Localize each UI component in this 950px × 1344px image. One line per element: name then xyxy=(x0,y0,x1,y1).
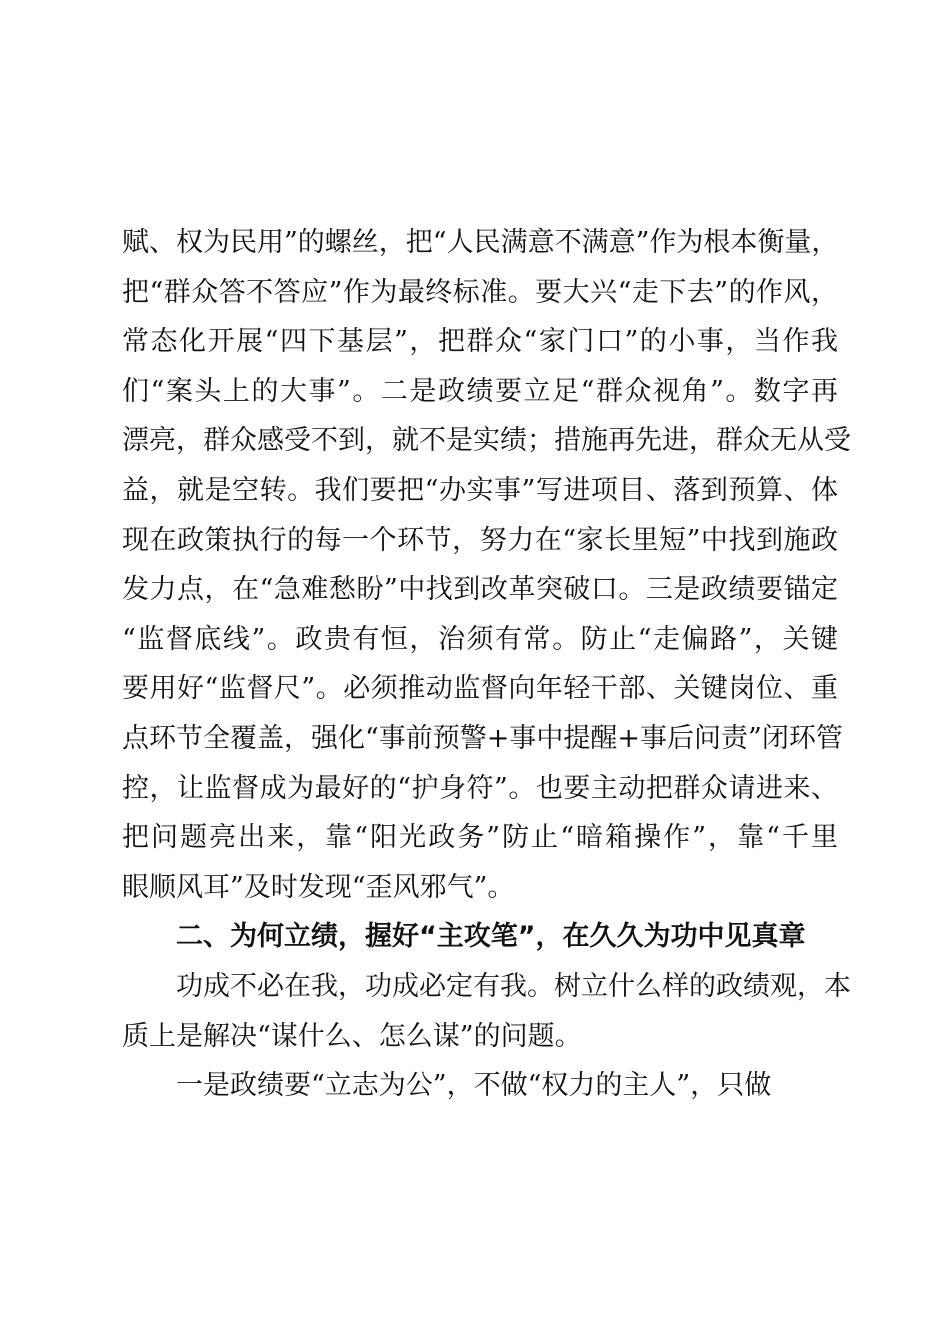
text-line: 点环节全覆盖，强化“事前预警+事中提醒+事后问责”闭环管 xyxy=(122,722,843,754)
text-line: 质上是解决“谋什么、怎么谋”的问题。 xyxy=(122,1020,582,1052)
text-line: 把问题亮出来，靠“阳光政务”防止“暗箱操作”，靠“千里 xyxy=(122,822,838,854)
text-line: 要用好“监督尺”。必须推动监督向年轻干部、关键岗位、重 xyxy=(122,673,838,705)
text-line: 益，就是空转。我们要把“办实事”写进项目、落到预算、体 xyxy=(122,474,838,506)
text-line: 功成不必在我，功成必定有我。树立什么样的政绩观，本 xyxy=(176,970,851,1002)
document-page xyxy=(122,218,851,1111)
paragraph-3 xyxy=(122,1061,838,1111)
text-line: 现在政策执行的每一个环节，努力在“家长里短”中找到施政 xyxy=(122,524,838,556)
paragraph-2 xyxy=(122,962,851,1061)
text-line: 常态化开展“四下基层”，把群众“家门口”的小事，当作我 xyxy=(122,326,838,358)
section-heading: 二、为何立绩，握好“主攻笔”，在久久为功中见真章 xyxy=(176,921,806,953)
text-line: 一是政绩要“立志为公”，不做“权力的主人”，只做 xyxy=(176,1070,772,1102)
text-line: 眼顺风耳”及时发现“歪风邪气”。 xyxy=(122,871,515,903)
text-line: “监督底线”。政贵有恒，治须有常。防止“走偏路”，关键 xyxy=(122,623,838,655)
text-line: 们“案头上的大事”。二是政绩要立足“群众视角”。数字再 xyxy=(122,375,838,407)
text-line: 控，让监督成为最好的“护身符”。也要主动把群众请进来、 xyxy=(122,772,838,804)
text-line: 发力点，在“急难愁盼”中找到改革突破口。三是政绩要锚定 xyxy=(122,574,838,606)
text-line: 漂亮，群众感受不到，就不是实绩；措施再先进，群众无从受 xyxy=(122,425,851,457)
paragraph-1 xyxy=(122,218,851,912)
text-line: 把“群众答不答应”作为最终标准。要大兴“走下去”的作风， xyxy=(122,276,838,308)
text-line: 赋、权为民用”的螺丝，把“人民满意不满意”作为根本衡量， xyxy=(122,227,839,258)
